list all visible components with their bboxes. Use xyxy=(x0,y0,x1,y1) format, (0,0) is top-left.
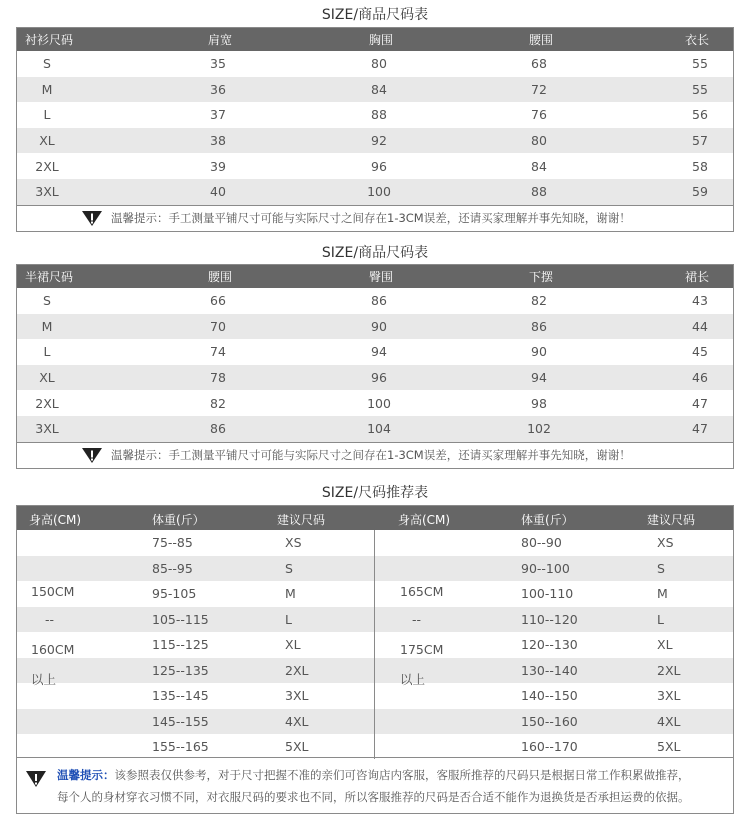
note-line-1 xyxy=(57,767,690,783)
table-cell: 155--165 xyxy=(152,739,209,754)
table-cell: 88 xyxy=(531,184,547,200)
header-weight-right: 体重(斤） xyxy=(521,513,574,527)
recommend-size-table xyxy=(16,505,734,758)
shirt-header-cell: 衣长 xyxy=(685,33,710,47)
header-size-left: 建议尺码 xyxy=(277,513,326,527)
table-cell: L xyxy=(657,611,664,627)
table-cell: 57 xyxy=(692,133,708,149)
table-cell: 2XL xyxy=(285,662,309,678)
table-cell: 4XL xyxy=(657,713,681,729)
table-cell: S xyxy=(657,560,665,576)
table-cell: XL xyxy=(39,370,55,386)
table-cell: 45 xyxy=(692,344,708,360)
warning-icon xyxy=(25,770,47,792)
skirt-tip xyxy=(17,442,733,468)
table-cell: M xyxy=(41,318,53,334)
table-row xyxy=(17,709,733,735)
shirt-table-title: SIZE/商品尺码表 xyxy=(321,7,429,23)
table-cell: 55 xyxy=(692,81,708,97)
table-cell: 59 xyxy=(692,184,708,200)
table-row xyxy=(17,632,733,658)
table-cell: 140--150 xyxy=(521,688,578,703)
table-cell: 46 xyxy=(692,370,708,386)
header-height-left: 身高(CM) xyxy=(29,513,82,527)
table-cell: L xyxy=(285,611,292,627)
table-cell: 55 xyxy=(692,56,708,72)
skirt-header xyxy=(17,265,733,288)
table-cell: 95-105 xyxy=(152,586,197,601)
warning-icon xyxy=(81,447,103,467)
table-cell: 66 xyxy=(210,293,226,309)
shirt-header-cell: 腰围 xyxy=(529,33,554,47)
shirt-header-cell: 衬衫尺码 xyxy=(25,33,74,47)
table-cell: 86 xyxy=(371,293,387,309)
shirt-header-cell: 胸围 xyxy=(369,33,394,47)
table-cell: 58 xyxy=(692,158,708,174)
table-cell: 47 xyxy=(692,395,708,411)
table-cell: 100-110 xyxy=(521,586,574,601)
table-cell: 68 xyxy=(531,56,547,72)
column-divider xyxy=(374,530,375,759)
table-cell: XL xyxy=(657,637,673,652)
recommend-header xyxy=(17,506,733,530)
tip-text: 温馨提示：手工测量平铺尺寸可能与实际尺寸之间存在1-3CM误差，还请买家理解并事先知晓，谢谢！ xyxy=(111,211,631,226)
table-cell: 80--90 xyxy=(521,535,562,550)
table-row xyxy=(17,179,733,205)
table-cell: 78 xyxy=(210,370,226,386)
shirt-size-table xyxy=(16,27,734,232)
recommend-note xyxy=(16,758,734,814)
table-cell: 80 xyxy=(531,133,547,149)
table-cell: 135--145 xyxy=(152,688,209,703)
table-cell: 5XL xyxy=(285,739,309,754)
note-line-2: 每个人的身材穿衣习惯不同，对衣服尺码的要求也不同，所以客服推荐的尺码是否合适不能作为退换货是否承担运费的依据。 xyxy=(57,790,690,804)
table-cell: 74 xyxy=(210,344,226,360)
table-cell: 104 xyxy=(367,421,391,437)
table-row xyxy=(17,530,733,556)
table-cell: S xyxy=(43,293,51,309)
header-height-right: 身高(CM) xyxy=(398,513,451,527)
table-cell: 40 xyxy=(210,184,226,200)
skirt-header-cell: 半裙尺码 xyxy=(25,270,74,284)
skirt-table-title: SIZE/商品尺码表 xyxy=(321,245,429,261)
left-height-above: 以上 xyxy=(31,672,57,687)
table-cell: L xyxy=(43,107,51,123)
shirt-header xyxy=(17,28,733,51)
table-row xyxy=(17,128,733,154)
table-cell: 85--95 xyxy=(152,560,193,576)
table-cell: 115--125 xyxy=(152,637,209,652)
table-cell: 3XL xyxy=(35,184,59,200)
skirt-header-cell: 裙长 xyxy=(685,270,710,284)
table-cell: XL xyxy=(39,133,55,149)
table-cell: 90 xyxy=(531,344,547,360)
table-row xyxy=(17,288,733,314)
table-row xyxy=(17,365,733,391)
table-cell: 2XL xyxy=(35,395,59,411)
right-height-dash: -- xyxy=(412,612,422,627)
table-cell: XS xyxy=(285,535,302,550)
table-cell: 100 xyxy=(367,184,391,200)
table-cell: 82 xyxy=(210,395,226,411)
table-cell: 160--170 xyxy=(521,739,578,754)
table-row xyxy=(17,314,733,340)
left-height-160: 160CM xyxy=(31,642,75,657)
table-cell: 88 xyxy=(371,107,387,123)
table-cell: 39 xyxy=(210,158,226,174)
table-cell: 145--155 xyxy=(152,713,209,729)
table-cell: 4XL xyxy=(285,713,309,729)
table-row xyxy=(17,607,733,633)
table-row xyxy=(17,416,733,442)
recommend-table-title: SIZE/尺码推荐表 xyxy=(321,485,429,501)
header-size-right: 建议尺码 xyxy=(647,513,696,527)
table-cell: XS xyxy=(657,535,674,550)
table-row xyxy=(17,581,733,607)
skirt-header-cell: 臀围 xyxy=(369,270,394,284)
warning-icon xyxy=(81,210,103,230)
table-cell: 37 xyxy=(210,107,226,123)
table-cell: 98 xyxy=(531,395,547,411)
table-row xyxy=(17,102,733,128)
table-cell: 35 xyxy=(210,56,226,72)
table-cell: 75--85 xyxy=(152,535,193,550)
left-height-dash: -- xyxy=(45,612,55,627)
header-weight-left: 体重(斤） xyxy=(152,513,205,527)
table-cell: 82 xyxy=(531,293,547,309)
note-label: 温馨提示： xyxy=(57,768,115,782)
table-row xyxy=(17,556,733,582)
skirt-header-cell: 腰围 xyxy=(208,270,233,284)
table-cell: 72 xyxy=(531,81,547,97)
table-cell: 86 xyxy=(531,318,547,334)
table-cell: 86 xyxy=(210,421,226,437)
shirt-header-cell: 肩宽 xyxy=(208,33,233,47)
table-cell: 76 xyxy=(531,107,547,123)
table-row xyxy=(17,390,733,416)
table-cell: 43 xyxy=(692,293,708,309)
table-cell: 94 xyxy=(531,370,547,386)
skirt-size-table xyxy=(16,264,734,469)
table-cell: 47 xyxy=(692,421,708,437)
skirt-header-cell: 下摆 xyxy=(529,270,554,284)
table-cell: 120--130 xyxy=(521,637,578,652)
table-row xyxy=(17,51,733,77)
table-row xyxy=(17,658,733,684)
table-cell: 130--140 xyxy=(521,662,578,678)
table-cell: 80 xyxy=(371,56,387,72)
table-cell: XL xyxy=(285,637,301,652)
table-cell: 96 xyxy=(371,158,387,174)
table-row xyxy=(17,683,733,709)
table-cell: L xyxy=(43,344,51,360)
table-cell: 3XL xyxy=(657,688,681,703)
table-row xyxy=(17,77,733,103)
table-cell: 92 xyxy=(371,133,387,149)
note-text-1: 该参照表仅供参考，对于尺寸把握不准的亲们可咨询店内客服，客服所推荐的尺码只是根据日常工作积累做推荐， xyxy=(114,768,690,782)
table-row xyxy=(17,339,733,365)
table-cell: 110--120 xyxy=(521,611,578,627)
table-cell: 3XL xyxy=(35,421,59,437)
table-cell: S xyxy=(43,56,51,72)
table-cell: S xyxy=(285,560,293,576)
right-height-above: 以上 xyxy=(400,672,426,687)
tip-text: 温馨提示：手工测量平铺尺寸可能与实际尺寸之间存在1-3CM误差，还请买家理解并事先知晓，谢谢！ xyxy=(111,448,631,463)
table-cell: 150--160 xyxy=(521,713,578,729)
table-cell: 84 xyxy=(371,81,387,97)
table-cell: 90--100 xyxy=(521,560,570,576)
table-cell: M xyxy=(657,586,668,601)
table-cell: 5XL xyxy=(657,739,681,754)
table-cell: 44 xyxy=(692,318,708,334)
table-cell: 84 xyxy=(531,158,547,174)
table-cell: 3XL xyxy=(285,688,309,703)
table-cell: 94 xyxy=(371,344,387,360)
right-height-165: 165CM xyxy=(400,584,444,599)
table-cell: 105--115 xyxy=(152,611,209,627)
table-cell: M xyxy=(41,81,53,97)
table-cell: 102 xyxy=(527,421,551,437)
table-cell: 90 xyxy=(371,318,387,334)
shirt-tip xyxy=(17,205,733,231)
table-cell: 36 xyxy=(210,81,226,97)
left-height-150: 150CM xyxy=(31,584,75,599)
table-cell: 56 xyxy=(692,107,708,123)
table-cell: 2XL xyxy=(35,158,59,174)
table-cell: 38 xyxy=(210,133,226,149)
table-cell: 100 xyxy=(367,395,391,411)
table-cell: M xyxy=(285,586,296,601)
table-cell: 2XL xyxy=(657,662,681,678)
table-row xyxy=(17,734,733,760)
right-height-175: 175CM xyxy=(400,642,444,657)
table-cell: 96 xyxy=(371,370,387,386)
table-row xyxy=(17,153,733,179)
table-cell: 125--135 xyxy=(152,662,209,678)
table-cell: 70 xyxy=(210,318,226,334)
